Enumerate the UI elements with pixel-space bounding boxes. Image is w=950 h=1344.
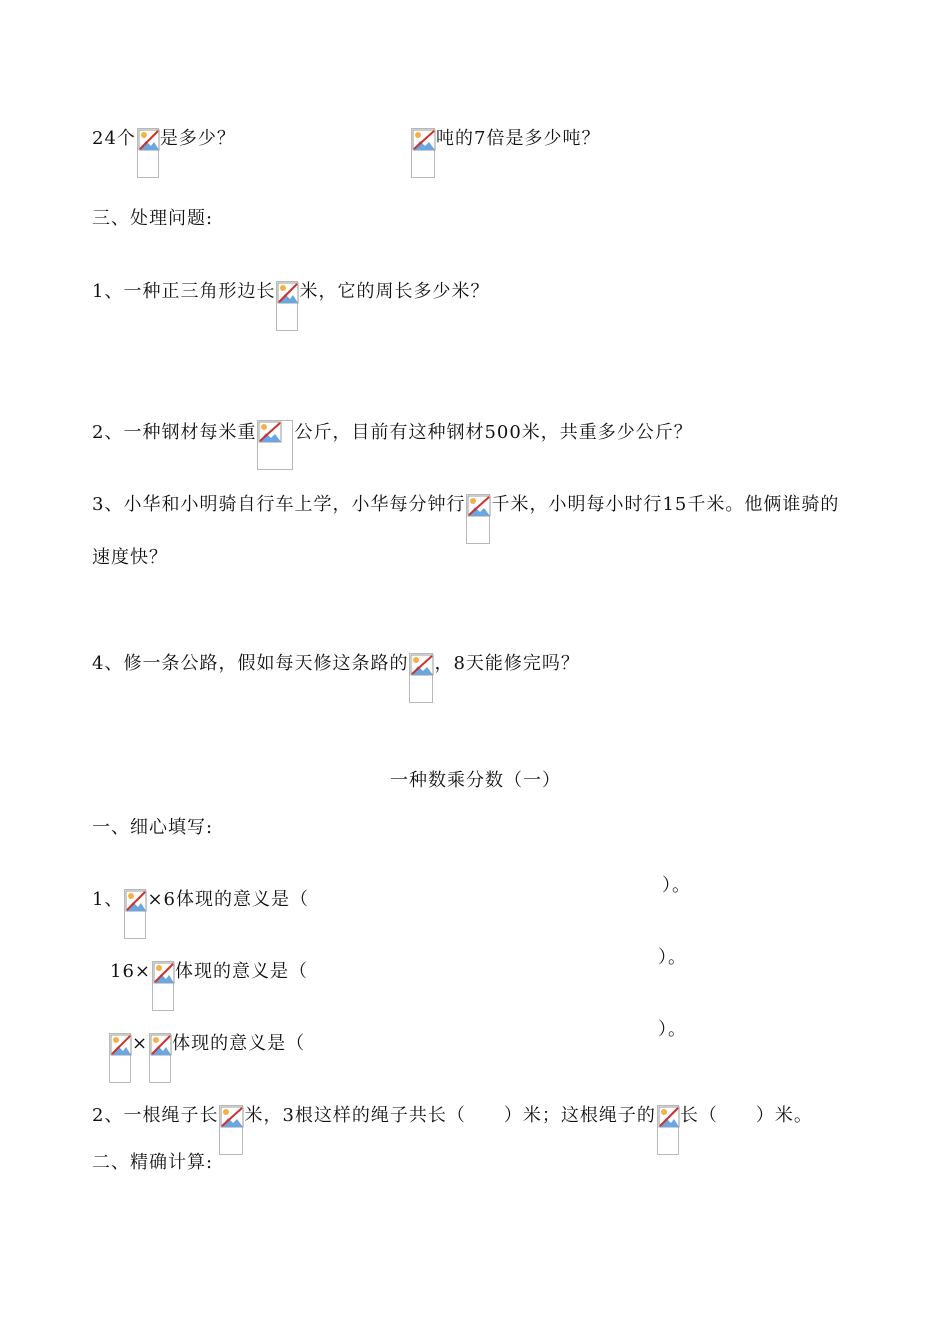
- problem-3-continued: 速度快？: [92, 547, 168, 568]
- broken-image-icon: [149, 1033, 171, 1083]
- fill-item-1-end: ）。: [662, 875, 691, 896]
- question-row-1b: 吨的7倍是多少吨？: [410, 114, 600, 164]
- problem-4: 4、修一条公路，假如每天修这条路的 ，8天能修完吗？: [92, 639, 580, 689]
- broken-image-icon: [466, 494, 490, 544]
- broken-image-icon: [109, 1033, 131, 1083]
- broken-image-icon: [409, 653, 433, 703]
- broken-image-icon: [219, 1105, 243, 1155]
- problem-1: 1、一种正三角形边长 米，它的周长多少米？: [92, 267, 489, 317]
- broken-image-icon: [657, 1105, 679, 1155]
- lesson-title: 一种数乘分数（一）: [390, 770, 561, 791]
- broken-image-icon: [411, 128, 435, 178]
- section-title-1: 一、细心填写:: [92, 817, 214, 838]
- broken-image-icon: [257, 420, 293, 470]
- problem-3: 3、小华和小明骑自行车上学，小华每分钟行 千米，小明每小时行15千米。他俩谁骑的: [92, 480, 839, 530]
- broken-image-icon: [276, 281, 298, 331]
- fill-item-1: 1、 ×6体现的意义是（: [92, 875, 309, 925]
- question-row-1a: 24个 是多少？: [92, 114, 236, 164]
- fill-item-3-end: ）。: [658, 1019, 687, 1040]
- fill-item-2-end: ）。: [658, 947, 687, 968]
- broken-image-icon: [124, 889, 146, 939]
- problem-2: 2、一种钢材每米重 公斤，目前有这种钢材500米，共重多少公斤？: [92, 408, 693, 458]
- section-title-2: 二、精确计算:: [92, 1152, 214, 1173]
- broken-image-icon: [137, 128, 159, 178]
- section-title-3: 三、处理问题:: [92, 208, 214, 229]
- fill-item-3: × 体现的意义是（: [108, 1019, 305, 1069]
- fill-item-2: 16× 体现的意义是（: [110, 947, 308, 997]
- fill-item-4: 2、一根绳子长 米，3根这样的绳子共长（ ）米；这根绳子的 长（ ）米。: [92, 1091, 813, 1141]
- broken-image-icon: [152, 961, 174, 1011]
